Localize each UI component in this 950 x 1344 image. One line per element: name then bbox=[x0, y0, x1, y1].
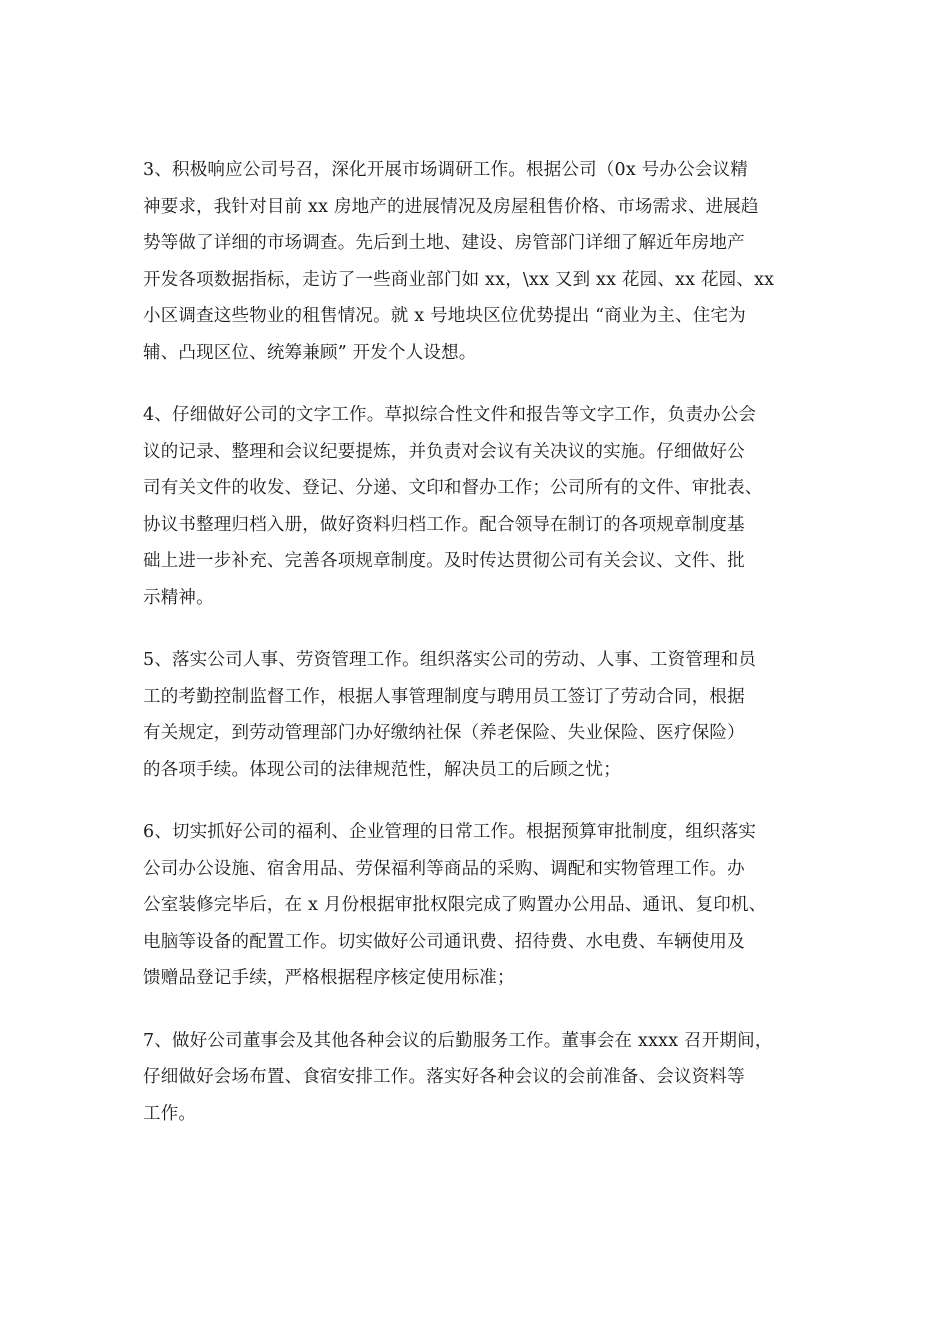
text-line: 神要求，我针对目前 xx 房地产的进展情况及房屋租售价格、市场需求、进展趋 bbox=[143, 196, 759, 217]
paragraph-item-4 bbox=[143, 397, 811, 616]
text-line: 工的考勤控制监督工作，根据人事管理制度与聘用员工签订了劳动合同，根据 bbox=[143, 686, 745, 707]
text-line: 开发各项数据指标，走访了一些商业部门如 xx，\xx 又到 xx 花园、xx 花园、xx bbox=[143, 269, 775, 290]
document-body bbox=[143, 152, 811, 1158]
text-line: 议的记录、整理和会议纪要提炼，并负责对会议有关决议的实施。仔细做好公 bbox=[143, 441, 745, 462]
text-line: 3、积极响应公司号召，深化开展市场调研工作。根据公司（0x 号办公会议精 bbox=[143, 160, 748, 180]
text-line: 公司办公设施、宿舍用品、劳保福利等商品的采购、调配和实物管理工作。办 bbox=[143, 858, 745, 879]
paragraph-item-3 bbox=[143, 152, 811, 371]
text-line: 协议书整理归档入册，做好资料归档工作。配合领导在制订的各项规章制度基 bbox=[143, 514, 745, 535]
text-line: 公室装修完毕后，在 x 月份根据审批权限完成了购置办公用品、通讯、复印机、 bbox=[143, 895, 767, 915]
text-line: 工作。 bbox=[143, 1103, 197, 1124]
text-line: 辅、凸现区位、统筹兼顾” 开发个人设想。 bbox=[143, 342, 477, 363]
text-line: 司有关文件的收发、登记、分递、文印和督办工作；公司所有的文件、审批表、 bbox=[143, 478, 763, 498]
text-line: 4、仔细做好公司的文字工作。草拟综合性文件和报告等文字工作，负责办公会 bbox=[143, 405, 757, 425]
text-line: 势等做了详细的市场调查。先后到土地、建设、房管部门详细了解近年房地产 bbox=[143, 233, 745, 253]
text-line: 电脑等设备的配置工作。切实做好公司通讯费、招待费、水电费、车辆使用及 bbox=[143, 931, 745, 952]
paragraph-item-5 bbox=[143, 642, 811, 788]
text-line: 7、做好公司董事会及其他各种会议的后勤服务工作。董事会在 xxxx 召开期间， bbox=[143, 1030, 773, 1051]
paragraph-item-7 bbox=[143, 1023, 811, 1133]
text-line: 的各项手续。体现公司的法律规范性，解决员工的后顾之忧； bbox=[143, 759, 621, 780]
paragraph-item-6 bbox=[143, 814, 811, 997]
text-line: 6、切实抓好公司的福利、企业管理的日常工作。根据预算审批制度，组织落实 bbox=[143, 822, 757, 842]
text-line: 示精神。 bbox=[143, 587, 214, 608]
text-line: 小区调查这些物业的租售情况。就 x 号地块区位优势提出 “商业为主、住宅为 bbox=[143, 306, 746, 326]
text-line: 5、落实公司人事、劳资管理工作。组织落实公司的劳动、人事、工资管理和员 bbox=[143, 650, 757, 670]
text-line: 馈赠品登记手续，严格根据程序核定使用标准； bbox=[143, 968, 515, 988]
text-line: 仔细做好会场布置、食宿安排工作。落实好各种会议的会前准备、会议资料等 bbox=[143, 1067, 745, 1087]
text-line: 有关规定，到劳动管理部门办好缴纳社保（养老保险、失业保险、医疗保险） bbox=[143, 723, 745, 743]
text-line: 础上进一步补充、完善各项规章制度。及时传达贯彻公司有关会议、文件、批 bbox=[143, 551, 745, 571]
